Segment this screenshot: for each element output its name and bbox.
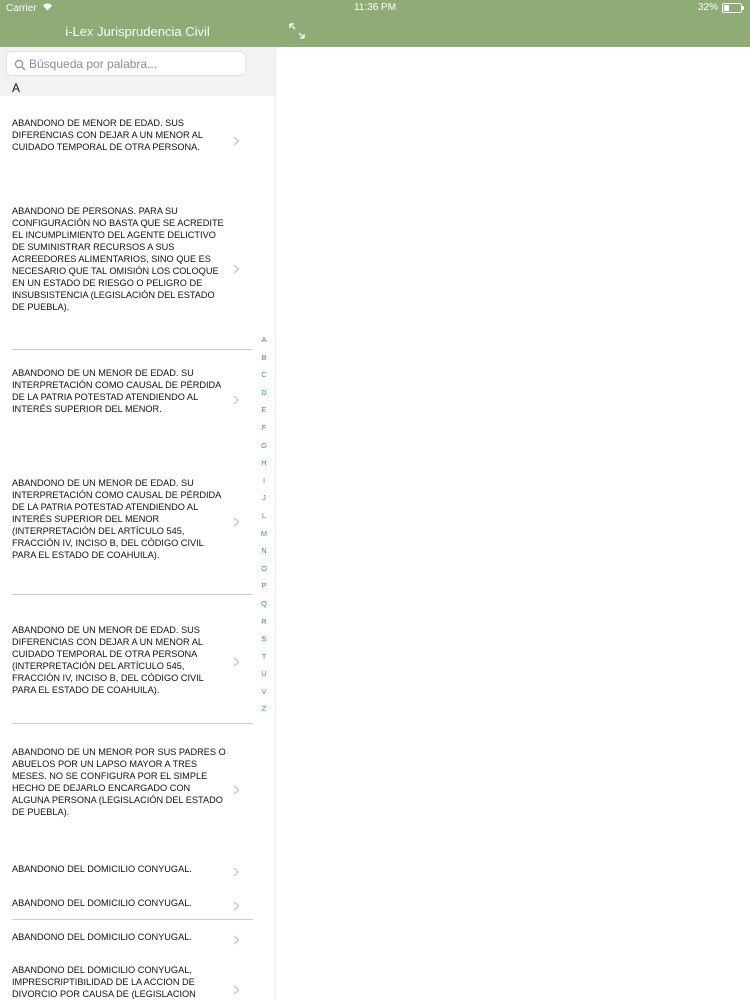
index-letter-s[interactable]: S	[261, 634, 267, 644]
battery-percent: 32%	[697, 2, 718, 13]
navigation-bar	[0, 16, 750, 47]
battery-icon	[722, 3, 742, 13]
list-item[interactable]	[0, 886, 255, 920]
list-item[interactable]	[0, 181, 255, 350]
list-item-text: ABANDONO DE MENOR DE EDAD. SUS DIFERENCIAS CON DEJAR A UN MENOR AL CUIDADO TEMPORAL DE OTRA PERSONA.	[12, 118, 203, 152]
chevron-right-icon	[233, 654, 240, 664]
list-item-text: ABANDONO DE UN MENOR POR SUS PADRES O ABUELOS POR UN LAPSO MAYOR A TRES MESES. NO SE CONFIGURA POR EL SIMPLE HECHO DE DEJARLO ENCARGADO CON ALGUNA PERSONA (LEGISLACIÓN DEL ESTADO DE PUEBLA).	[12, 747, 226, 817]
jurisprudence-list	[0, 96, 255, 1000]
section-index[interactable]	[259, 335, 269, 722]
list-item-text: ABANDONO DE PERSONAS. PARA SU CONFIGURACIÓN NO BASTA QUE SE ACREDITE EL INCUMPLIMIENTO DEL AGENTE DELICTIVO DE SUMINISTRAR RECURSOS A SUS ACREEDORES ALIMENTARIOS, SINO QUE ES NECESARIO QUE TAL OMISIÓN LOS COLOQUE EN UN ESTADO DE RIESGO O PELIGRO DE INSUBSISTENCIA (LEGISLACIÓN DEL ESTADO DE PUEBLA).	[12, 206, 224, 312]
index-letter-p[interactable]: P	[261, 581, 267, 591]
list-item-text: ABANDONO DEL DOMICILIO CONYUGAL.	[12, 932, 192, 942]
list-item[interactable]	[0, 954, 255, 1000]
list-item[interactable]	[0, 920, 255, 954]
chevron-right-icon	[233, 982, 240, 992]
chevron-right-icon	[233, 514, 240, 524]
index-letter-o[interactable]: O	[261, 563, 267, 573]
chevron-right-icon	[233, 392, 240, 402]
index-letter-e[interactable]: E	[261, 405, 267, 415]
section-header: A	[0, 80, 275, 96]
list-item[interactable]	[0, 852, 255, 886]
master-panel	[0, 47, 275, 1000]
chevron-right-icon	[233, 932, 240, 942]
index-letter-l[interactable]: L	[261, 510, 267, 520]
index-letter-m[interactable]: M	[260, 528, 268, 538]
search-placeholder: Búsqueda por palabra...	[29, 57, 158, 71]
index-letter-q[interactable]: Q	[261, 598, 267, 608]
status-bar	[0, 0, 750, 16]
index-letter-h[interactable]: H	[261, 458, 267, 468]
expand-icon[interactable]	[288, 22, 306, 40]
list-item-text: ABANDONO DE UN MENOR DE EDAD. SU INTERPRETACIÓN COMO CAUSAL DE PÉRDIDA DE LA PATRIA POTESTAD ATENDIENDO AL INTERÉS SUPERIOR DEL MENOR.	[12, 368, 221, 414]
list-item-text: ABANDONO DEL DOMICILIO CONYUGAL.	[12, 864, 192, 874]
index-letter-v[interactable]: V	[261, 686, 267, 696]
index-letter-g[interactable]: G	[261, 440, 267, 450]
index-letter-t[interactable]: T	[261, 651, 267, 661]
index-letter-i[interactable]: I	[262, 475, 266, 485]
list-item[interactable]	[0, 96, 255, 181]
chevron-right-icon	[233, 898, 240, 908]
index-letter-d[interactable]: D	[261, 387, 267, 397]
chevron-right-icon	[233, 782, 240, 792]
chevron-right-icon	[233, 261, 240, 271]
search-input[interactable]	[6, 51, 246, 76]
index-letter-j[interactable]: J	[262, 493, 266, 503]
carrier-label: Carrier	[6, 2, 37, 14]
list-item-text: ABANDONO DE UN MENOR DE EDAD. SUS DIFERENCIAS CON DEJAR A UN MENOR AL CUIDADO TEMPORAL DE OTRA PERSONA (INTERPRETACIÓN DEL ARTÍCULO 545, FRACCIÓN IV, INCISO B, DEL CÓDIGO CIVIL PARA EL ESTADO DE COAHUILA).	[12, 625, 204, 695]
index-letter-r[interactable]: R	[261, 616, 267, 626]
list-item-text: ABANDONO DEL DOMICILIO CONYUGAL.	[12, 898, 192, 908]
index-letter-z[interactable]: Z	[261, 704, 267, 714]
chevron-right-icon	[233, 133, 240, 143]
time-label: 11:36 PM	[353, 2, 397, 13]
search-icon	[14, 58, 26, 70]
detail-panel	[275, 47, 750, 1000]
list-item-text: ABANDONO DEL DOMICILIO CONYUGAL, IMPRESCRIPTIBILIDAD DE LA ACCION DE DIVORCIO POR CAUSA DE (LEGISLACION	[12, 965, 196, 999]
list-item[interactable]	[0, 350, 255, 457]
index-letter-f[interactable]: F	[261, 422, 267, 432]
list-item-text: ABANDONO DE UN MENOR DE EDAD. SU INTERPRETACIÓN COMO CAUSAL DE PÉRDIDA DE LA PATRIA POTESTAD ATENDIENDO AL INTERÉS SUPERIOR DEL MENOR (INTERPRETACIÓN DEL ARTÍCULO 545, FRACCIÓN IV, INCISO B, DEL CÓDIGO CIVIL PARA EL ESTADO DE COAHUILA).	[12, 478, 221, 560]
list-item[interactable]	[0, 724, 255, 852]
list-item[interactable]	[0, 595, 255, 724]
chevron-right-icon	[233, 864, 240, 874]
index-letter-a[interactable]: A	[261, 335, 267, 344]
index-letter-u[interactable]: U	[261, 669, 267, 679]
index-letter-b[interactable]: B	[261, 352, 267, 362]
index-letter-n[interactable]: N	[261, 546, 267, 556]
search-bar	[0, 47, 275, 80]
list-item[interactable]	[0, 457, 255, 595]
index-letter-c[interactable]: C	[261, 370, 267, 380]
app-title: i-Lex Jurisprudencia Civil	[65, 24, 210, 39]
